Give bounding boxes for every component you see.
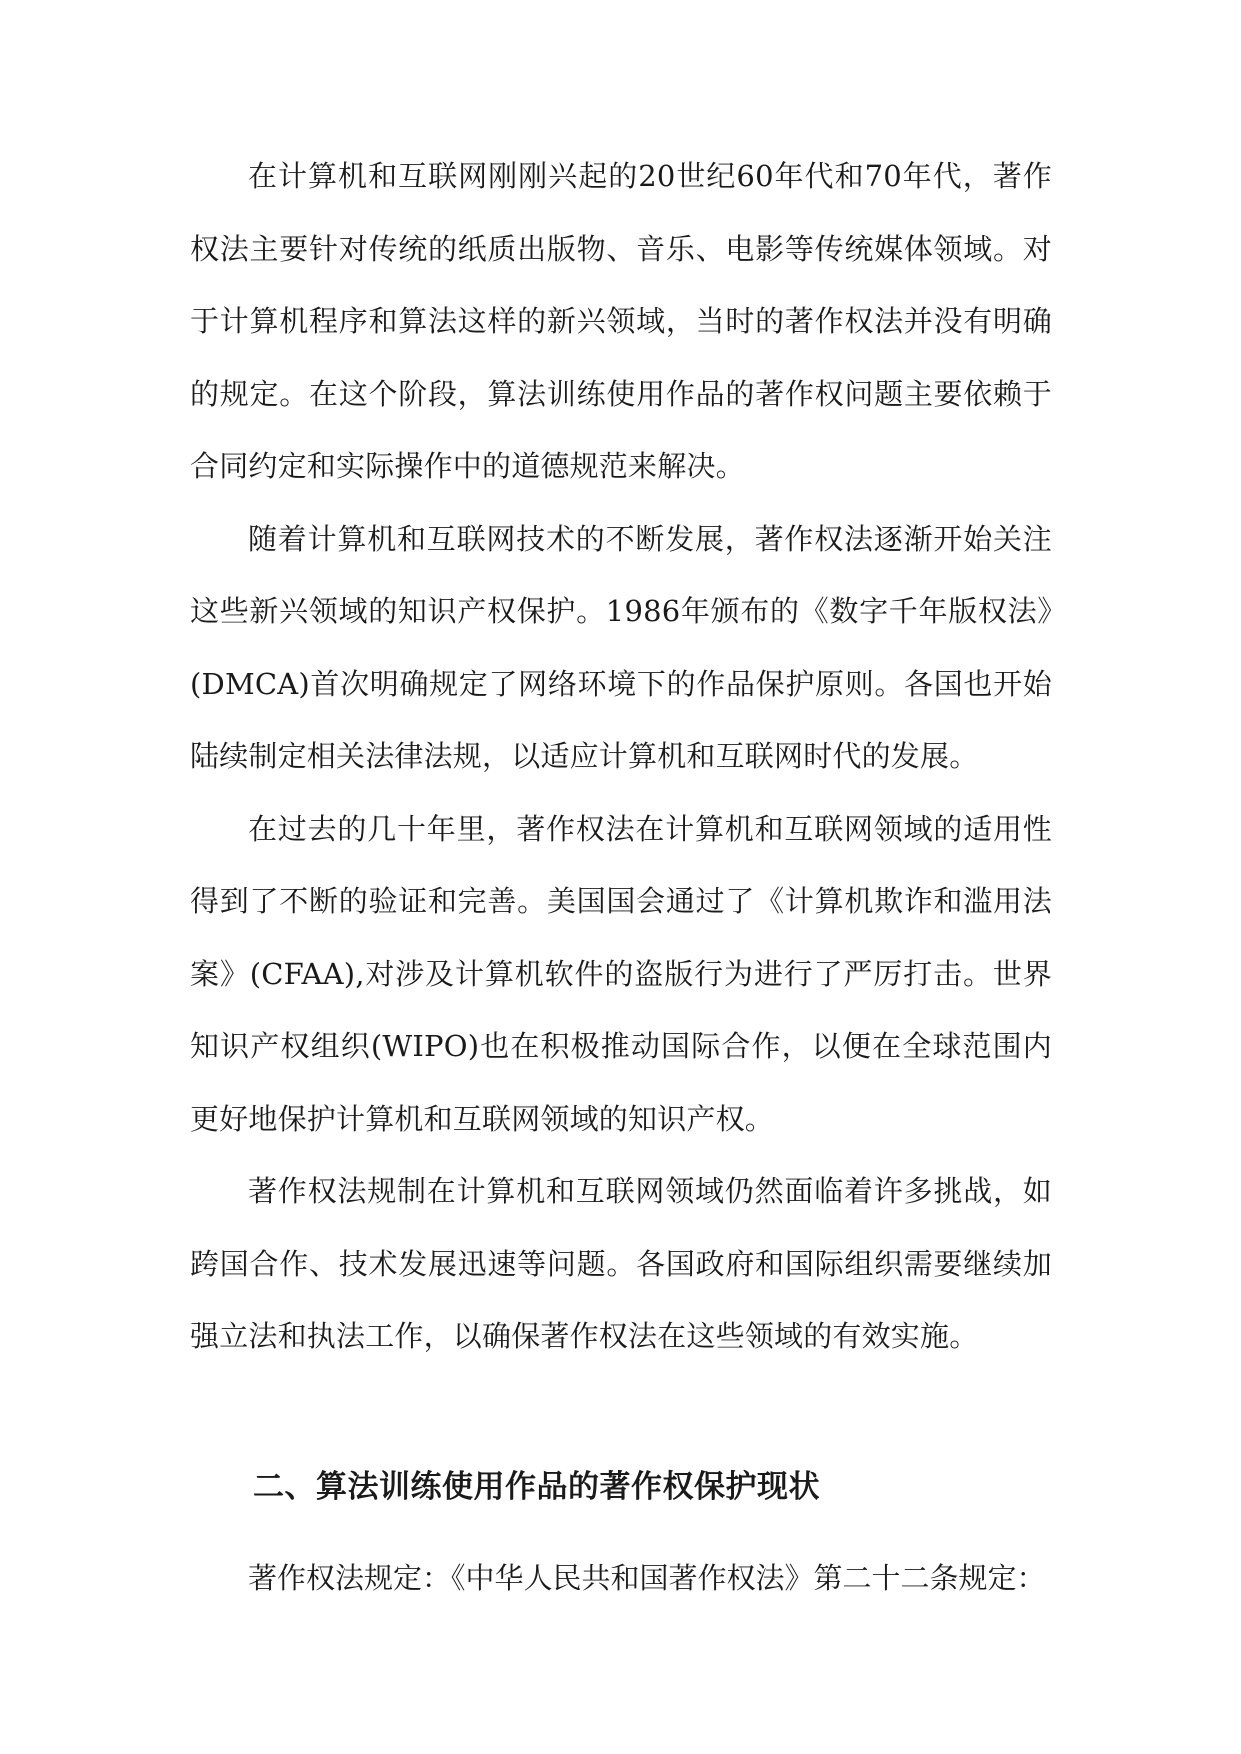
section-heading: 二、算法训练使用作品的著作权保护现状: [253, 1469, 820, 1505]
paragraph-1: 在计算机和互联网刚刚兴起的20世纪60年代和70年代，著作权法主要针对传统的纸质出版物、音乐、电影等传统媒体领域。对于计算机程序和算法这样的新兴领域，当时的著作权法并没有明确的规定。在这个阶段，算法训练使用作品的著作权问题主要依赖于合同约定和实际操作中的道德规范来解决。: [190, 159, 1052, 483]
paragraph-2: 随着计算机和互联网技术的不断发展，著作权法逐渐开始关注这些新兴领域的知识产权保护。1986年颁布的《数字千年版权法》(DMCA)首次明确规定了网络环境下的作品保护原则。各国也开始陆续制定相关法律法规，以适应计算机和互联网时代的发展。: [190, 521, 1052, 773]
paragraph-3: 在过去的几十年里，著作权法在计算机和互联网领域的适用性得到了不断的验证和完善。美国国会通过了《计算机欺诈和滥用法案》(CFAA),对涉及计算机软件的盗版行为进行了严厉打击。世界知识产权组织(WIPO)也在积极推动国际合作，以便在全球范围内更好地保护计算机和互联网领域的知识产权。: [190, 811, 1052, 1136]
body-text: [190, 140, 1052, 1373]
paragraph-4: 著作权法规制在计算机和互联网领域仍然面临着许多挑战，如跨国合作、技术发展迅速等问题。各国政府和国际组织需要继续加强立法和执法工作，以确保著作权法在这些领域的有效实施。: [190, 1174, 1052, 1353]
paragraph-5: 著作权法规定：《中华人民共和国著作权法》第二十二条规定：: [248, 1561, 1046, 1595]
